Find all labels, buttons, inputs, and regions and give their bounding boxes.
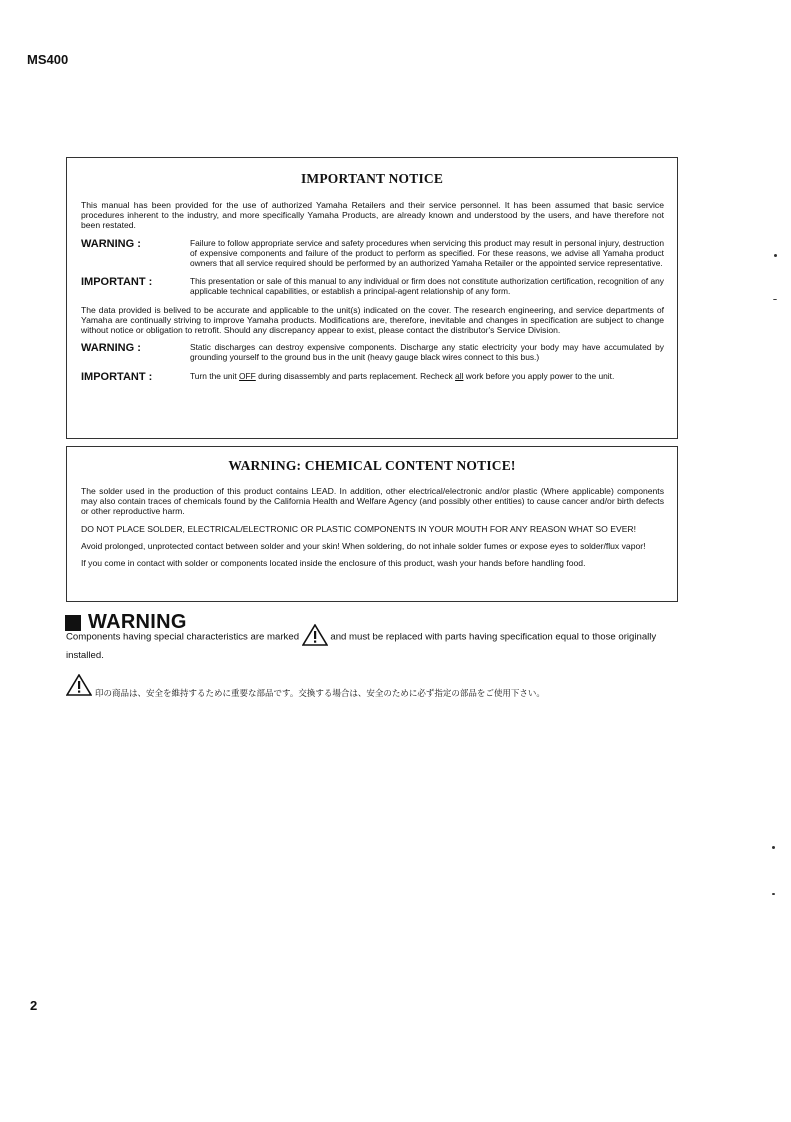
important-row-2: [81, 371, 664, 383]
warning-statement-after: and must be replaced with parts having specification equal to those originally installed.: [66, 631, 657, 661]
chemical-notice-box: [66, 446, 678, 602]
important-text: [190, 371, 664, 383]
scan-speck: [772, 893, 775, 895]
scan-speck: [774, 254, 777, 257]
notice-intro: This manual has been provided for the use of authorized Yamaha Retailers and their service personnel. It has been assumed that basic service procedures inherent to the industry, and more specifically Yamaha Products, are already known and understood by the users, and have therefore not been restated.: [81, 200, 664, 231]
warning-triangle-icon: [302, 624, 328, 650]
important-text-part: Turn the unit: [190, 371, 240, 382]
chemical-paragraph: The solder used in the production of this product contains LEAD. In addition, other electrical/electronic and/or plastic (Where applicable) components may also contain traces of chemicals found by the California Health and Welfare Agency (and possibly other entities) to cause cancer and/or birth defects or other reproductive harm.: [81, 486, 664, 517]
important-label: IMPORTANT :: [81, 275, 153, 288]
warning-label: WARNING :: [81, 342, 141, 355]
warning-text: Failure to follow appropriate service and safety procedures when servicing this product may result in personal injury, destruction of expensive components and failure of the product to perform as specified. For these reasons, we advise all Yamaha product owners that all service required should be performed by an authorized Yamaha Retailer or the appointed service representative.: [190, 237, 664, 268]
important-label: IMPORTANT :: [81, 371, 153, 384]
warning-statement: [66, 624, 686, 661]
scan-speck: [772, 846, 775, 849]
warning-label: WARNING :: [81, 237, 141, 250]
model-name: MS400: [27, 52, 69, 67]
important-notice-title: IMPORTANT NOTICE: [300, 171, 444, 186]
warning-text: Static discharges can destroy expensive components. Discharge any static electricity your body may have accumulated by grounding yourself to the ground bus in the unit (heavy gauge black wires connect to this bus.): [190, 342, 664, 363]
warning-triangle-icon: [66, 674, 92, 701]
chemical-paragraph: If you come in contact with solder or components located inside the enclosure of this product, wash your hands before handling food.: [81, 558, 586, 569]
japanese-warning: [66, 674, 545, 701]
warning-row-2: [81, 342, 664, 362]
warning-statement-before: Components having special characteristics are marked: [66, 631, 300, 643]
important-row-1: [81, 276, 664, 296]
page-number: 2: [30, 998, 38, 1013]
chemical-paragraph: DO NOT PLACE SOLDER, ELECTRICAL/ELECTRONIC OR PLASTIC COMPONENTS IN YOUR MOUTH FOR ANY REASON WHAT SO EVER!: [81, 523, 637, 534]
important-text: This presentation or sale of this manual to any individual or firm does not constitute authorization certification, recognition of any applicable technical capabilities, or establish a principal-agent relationship of any form.: [190, 275, 664, 296]
chemical-notice-title: WARNING: CHEMICAL CONTENT NOTICE!: [228, 458, 516, 473]
warning-row-1: [81, 238, 664, 268]
important-text-part: work before you apply power to the unit.: [463, 371, 615, 382]
warning-heading-text: WARNING: [88, 611, 187, 633]
japanese-warning-text: 印の商品は、安全を維持するために重要な部品です。交換する場合は、安全のために必ず指定の部品をご使用下さい。: [95, 689, 545, 699]
important-notice-box: [66, 157, 678, 439]
chemical-paragraph: Avoid prolonged, unprotected contact between solder and your skin! When soldering, do not inhale solder fumes or expose eyes to solder/flux vapor!: [81, 540, 646, 551]
important-text-part: during disassembly and parts replacement. Recheck: [255, 371, 456, 382]
scan-speck: [773, 299, 777, 300]
off-word: OFF: [239, 371, 256, 382]
all-word: all: [455, 371, 464, 382]
data-paragraph: The data provided is belived to be accurate and applicable to the unit(s) indicated on the cover. The research engineering, and service departments of Yamaha are continually striving to improve Yamaha products. Modifications are, therefore, inevitable and changes in specification are subject to change without notice or obligation to retrofit. Should any discrepancy appear to exist, please contact the distributor's Service Division.: [81, 304, 664, 336]
